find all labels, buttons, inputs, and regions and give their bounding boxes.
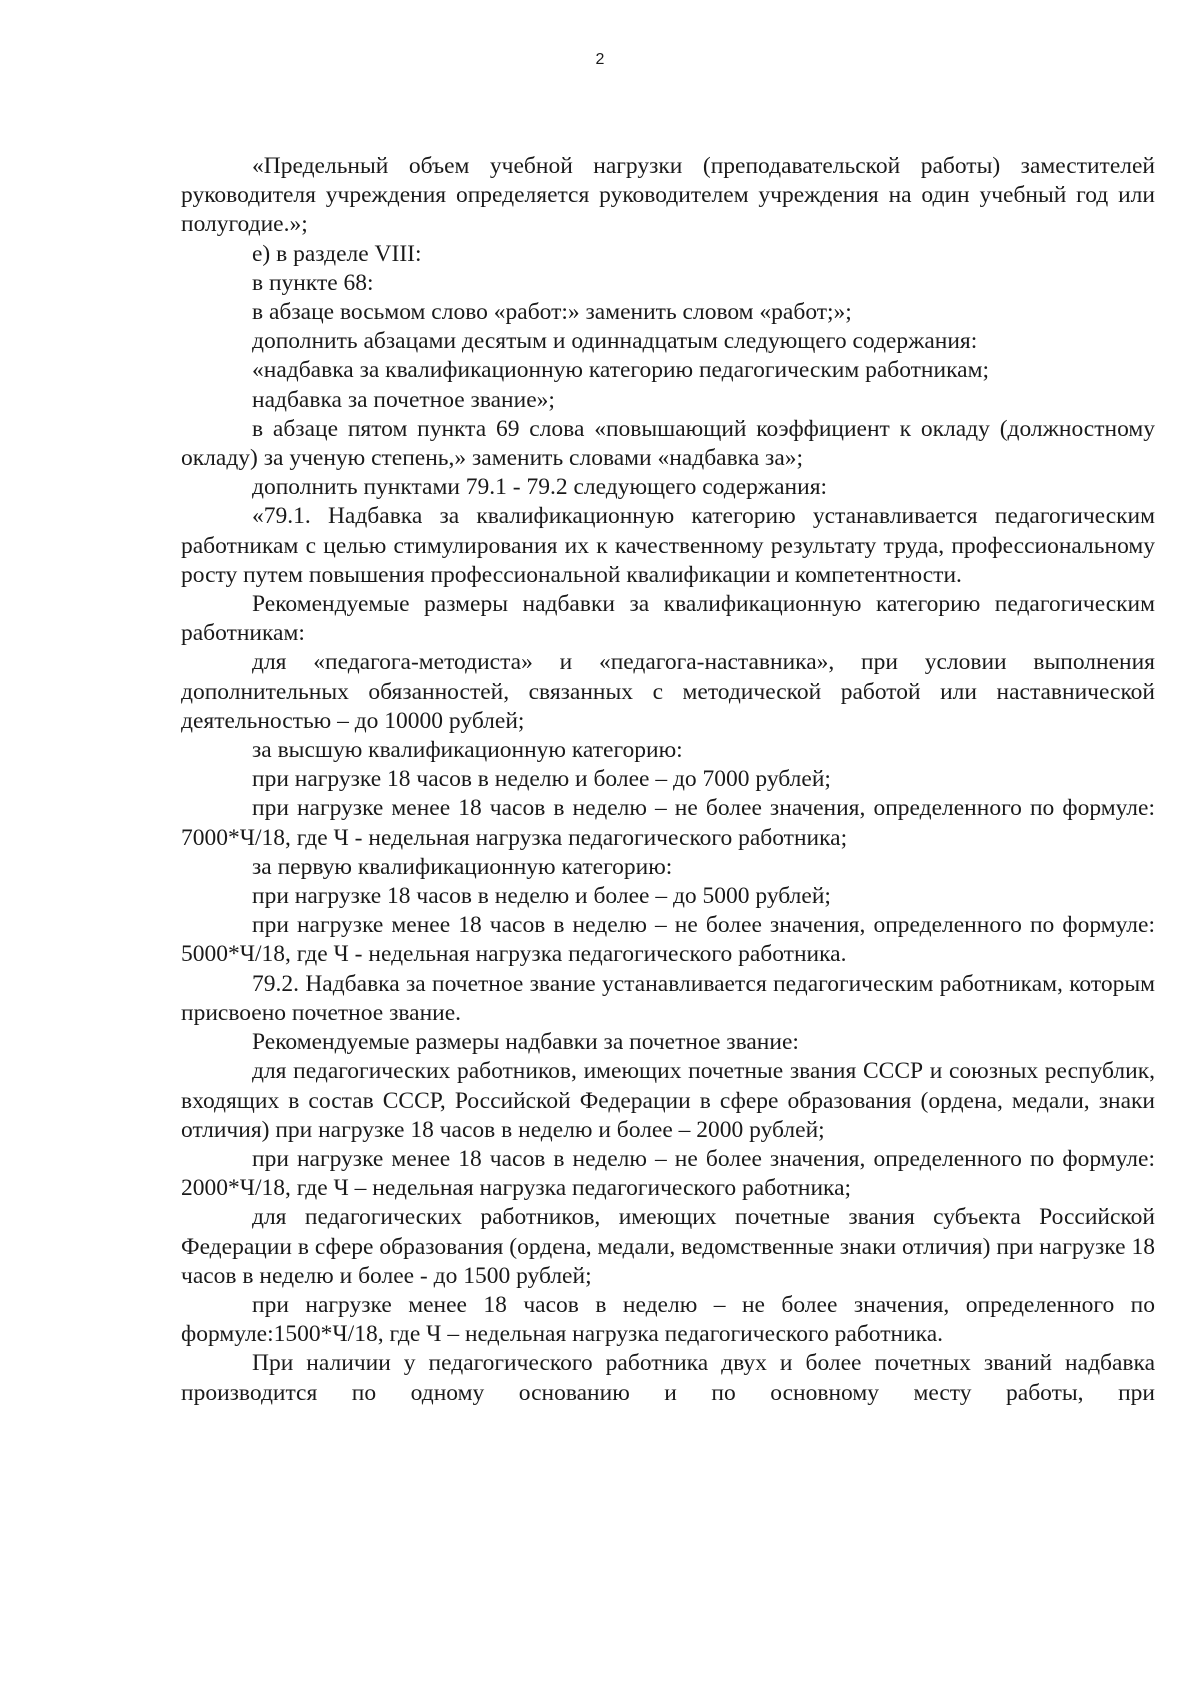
paragraph: за первую квалификационную категорию: — [252, 853, 673, 880]
paragraph: надбавка за почетное звание»; — [252, 386, 555, 413]
document-body — [181, 152, 1155, 1408]
paragraph: при нагрузке 18 часов в неделю и более – до 7000 рублей; — [252, 766, 831, 793]
paragraph: дополнить абзацами десятым и одиннадцатым следующего содержания: — [252, 328, 978, 355]
paragraph: в пункте 68: — [252, 269, 374, 296]
paragraph: Рекомендуемые размеры надбавки за почетное звание: — [252, 1029, 799, 1056]
paragraph: при нагрузке менее 18 часов в неделю – не более значения, определенного по формуле:1500*Ч/18, где Ч – недельная нагрузка педагогического работника. — [181, 1291, 1155, 1348]
paragraph: дополнить пунктами 79.1 - 79.2 следующего содержания: — [252, 474, 828, 501]
paragraph: для «педагога-методиста» и «педагога-наставника», при условии выполнения дополнительных обязанностей, связанных с методической работой или наставнической деятельностью – до 10000 рублей; — [181, 649, 1155, 734]
paragraph: в абзаце восьмом слово «работ:» заменить словом «работ;»; — [252, 299, 852, 326]
paragraph: для педагогических работников, имеющих почетные звания СССР и союзных республик, входящих в состав СССР, Российской Федерации в сфере образования (ордена, медали, знаки отличия) при нагрузке 18 часов в неделю и более – 2000 рублей; — [181, 1058, 1155, 1143]
paragraph: в абзаце пятом пункта 69 слова «повышающий коэффициент к окладу (должностному окладу) за ученую степень,» заменить словами «надбавка за»; — [181, 415, 1155, 472]
paragraph: при нагрузке менее 18 часов в неделю – не более значения, определенного по формуле: 2000*Ч/18, где Ч – недельная нагрузка педагогического работника; — [181, 1145, 1155, 1202]
paragraph: Рекомендуемые размеры надбавки за квалификационную категорию педагогическим работникам: — [181, 591, 1155, 647]
paragraph: для педагогических работников, имеющих почетные звания субъекта Российской Федерации в сфере образования (ордена, медали, ведомственные знаки отличия) при нагрузке 18 часов в неделю и более - до 1500 рублей; — [181, 1204, 1155, 1289]
paragraph: е) в разделе VIII: — [252, 240, 422, 267]
paragraph: при нагрузке 18 часов в неделю и более – до 5000 рублей; — [252, 883, 831, 910]
paragraph: «79.1. Надбавка за квалификационную категорию устанавливается педагогическим работникам с целью стимулирования их к качественному результату труда, профессиональному росту путем повышения профессиональной квалификации и компетентности. — [181, 503, 1155, 588]
paragraph: за высшую квалификационную категорию: — [252, 737, 683, 764]
paragraph: «надбавка за квалификационную категорию педагогическим работникам; — [252, 357, 989, 384]
paragraph: при нагрузке менее 18 часов в неделю – не более значения, определенного по формуле: 7000*Ч/18, где Ч - недельная нагрузка педагогического работника; — [181, 795, 1155, 851]
paragraph: При наличии у педагогического работника двух и более почетных званий надбавка производится по одному основанию и по основному месту работы, при — [181, 1350, 1155, 1406]
page-number: 2 — [595, 51, 605, 68]
paragraph: при нагрузке менее 18 часов в неделю – не более значения, определенного по формуле: 5000*Ч/18, где Ч - недельная нагрузка педагогического работника. — [181, 912, 1155, 968]
paragraph: 79.2. Надбавка за почетное звание устанавливается педагогическим работникам, которым присвоено почетное звание. — [181, 970, 1155, 1026]
paragraph: «Предельный объем учебной нагрузки (преподавательской работы) заместителей руководителя учреждения определяется руководителем учреждения на один учебный год или полугодие.»; — [181, 153, 1155, 238]
